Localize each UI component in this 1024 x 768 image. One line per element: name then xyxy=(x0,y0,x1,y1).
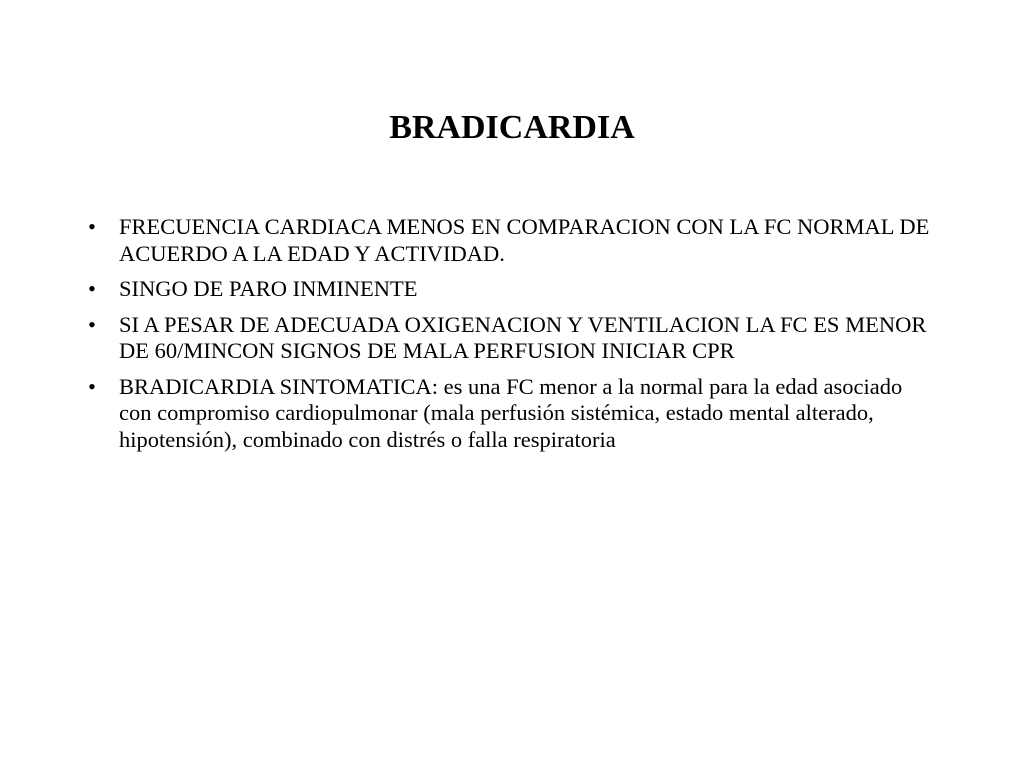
bullet-text: FRECUENCIA CARDIACA MENOS EN COMPARACION CON LA FC NORMAL DE ACUERDO A LA EDAD Y ACTIVIDAD. xyxy=(119,214,930,266)
bullet-item xyxy=(88,214,938,267)
bullet-item xyxy=(88,312,938,365)
bullet-icon: • xyxy=(88,276,96,301)
bullet-icon: • xyxy=(88,311,96,337)
bullet-text: SI A PESAR DE ADECUADA OXIGENACION Y VENTILACION LA FC ES MENOR DE 60/MINCON SIGNOS DE MALA PERFUSION INICIAR CPR xyxy=(119,311,927,363)
bullet-text: BRADICARDIA SINTOMATICA: es una FC menor a la normal para la edad asociado con compromiso cardiopulmonar (mala perfusión sistémica, estado mental alterado, hipotensión), combinado con distrés o falla respiratoria xyxy=(119,373,903,452)
bullet-item xyxy=(88,374,938,454)
bullet-item xyxy=(88,276,938,303)
bullet-icon: • xyxy=(88,214,96,239)
bullet-icon: • xyxy=(88,373,96,399)
slide-title: BRADICARDIA xyxy=(389,109,635,146)
bullet-text: SINGO DE PARO INMINENTE xyxy=(119,276,418,301)
bullet-list xyxy=(88,214,938,462)
